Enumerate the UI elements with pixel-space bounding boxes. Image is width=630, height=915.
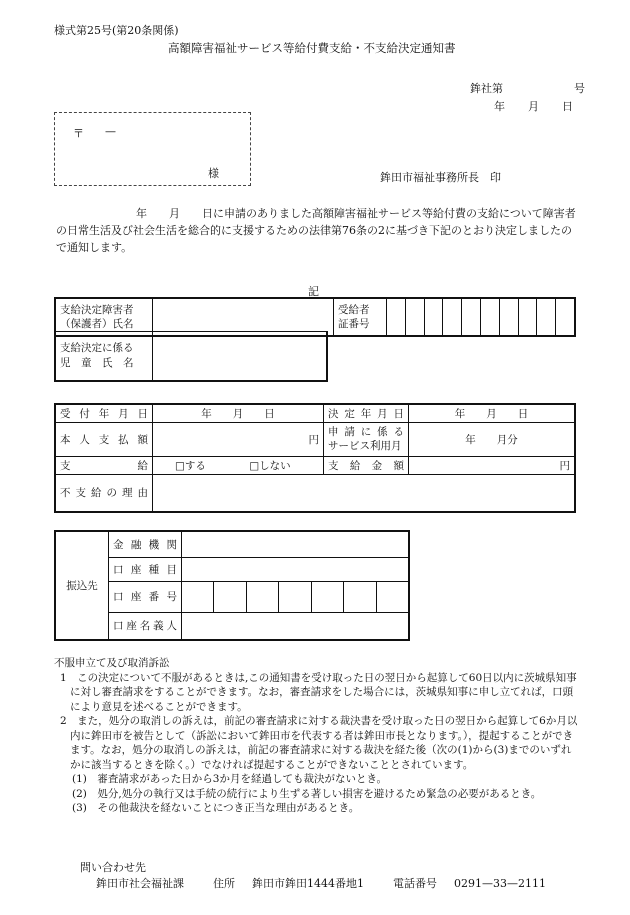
postal-mark: 〒 xyxy=(73,127,84,140)
notes-sub-2: (2) 処分,処分の執行又は手続の続行により生ずる著しい損害を避けるため緊急の必要があるとき。 xyxy=(72,787,542,800)
account-type-field[interactable] xyxy=(182,557,410,581)
child-table xyxy=(54,331,328,382)
account-holder-label: 口座名義人 xyxy=(109,612,182,640)
payment-choice xyxy=(153,456,324,474)
payment-amount-value[interactable]: 円 xyxy=(409,456,576,474)
ref-no-label: 鉾社第 xyxy=(470,82,503,95)
contact-heading: 問い合わせ先 xyxy=(80,861,146,874)
honorific: 様 xyxy=(208,167,219,180)
issue-date-year: 年 xyxy=(494,100,505,113)
notes-sub-3: (3) その他裁決を経ないことにつき正当な理由があるとき。 xyxy=(72,802,360,814)
service-month-label: 申請に係る サービス利用月 xyxy=(324,422,409,456)
child-name-label: 支給決定に係る 児 童 氏 名 xyxy=(55,332,153,381)
receipt-date-label: 受付年月日 xyxy=(55,404,153,422)
non-payment-reason-label: 不支給の理由 xyxy=(55,474,153,512)
notes-paragraph-1: 1 この決定について不服があるときは,この通知書を受け取った日の翌日から起算して60日以内に茨城県知事に対し審査請求をすることができます。なお，審査請求をした場合には，茨城県知事に申し立てれば，口頭により意見を述べることができます。 xyxy=(60,671,577,713)
decision-date-label: 決定年月日 xyxy=(324,404,409,422)
account-type-label: 口座種目 xyxy=(109,557,182,581)
contact-department: 鉾田市社会福祉課 xyxy=(96,877,184,890)
contact-phone: 0291—33—2111 xyxy=(454,877,546,890)
self-pay-label: 本人支払額 xyxy=(55,422,153,456)
bank-label: 金融機関 xyxy=(109,531,182,557)
appeal-notes xyxy=(54,656,578,816)
self-pay-value[interactable]: 円 xyxy=(153,422,324,456)
payment-amount-label: 支給金額 xyxy=(324,456,409,474)
ki-label: 記 xyxy=(308,285,319,298)
address-box xyxy=(54,112,251,186)
issue-date-day: 日 xyxy=(562,100,573,113)
non-payment-reason-field[interactable] xyxy=(153,474,576,512)
decision-table xyxy=(54,403,576,513)
issue-date xyxy=(494,98,573,114)
recipient-no-field[interactable] xyxy=(387,298,576,336)
receipt-date-value[interactable]: 年 月 日 xyxy=(153,404,324,422)
contact-address-label: 住所 xyxy=(213,877,235,890)
contact-phone-label: 電話番号 xyxy=(393,877,437,890)
form-id: 様式第25号(第20条関係) xyxy=(54,24,179,37)
body-text: 年 月 日に申請のありました高額障害福祉サービス等給付費の支給について障害者の日常生活及び社会生活を総合的に支援するための法律第76条の2に基づき下記のとおり決定しましたので通知します。 xyxy=(56,207,576,254)
guardian-name-label: 支給決定障害者 （保護者）氏名 xyxy=(55,298,153,336)
transfer-table xyxy=(54,530,410,641)
contact-address: 鉾田市鉾田1444番地1 xyxy=(252,877,364,890)
reference-number xyxy=(470,80,585,96)
service-month-value[interactable]: 年 月分 xyxy=(409,422,576,456)
document-title: 高額障害福祉サービス等給付費支給・不支給決定通知書 xyxy=(168,41,456,55)
recipient-no-label: 受給者 証番号 xyxy=(334,298,387,336)
notes-sub-1: (1) 審査請求があった日から3か月を経過しても裁決がないとき。 xyxy=(72,773,388,785)
notes-heading: 不服申立て及び取消訴訟 xyxy=(54,657,170,669)
postal-dash: — xyxy=(105,125,116,138)
payment-yes-checkbox[interactable]: □する xyxy=(175,459,206,472)
account-no-label: 口座番号 xyxy=(109,581,182,612)
issuer: 鉾田市福祉事務所長 印 xyxy=(380,171,501,184)
ref-no-suffix: 号 xyxy=(574,82,585,95)
transfer-label: 振込先 xyxy=(55,531,109,640)
payment-no-checkbox[interactable]: □しない xyxy=(249,459,291,472)
account-holder-field[interactable] xyxy=(182,612,410,640)
payment-label: 支給 xyxy=(55,456,153,474)
notes-paragraph-2: 2 また，処分の取消しの訴えは，前記の審査請求に対する裁決書を受け取った日の翌日から起算して6か月以内に鉾田市を被告として（訴訟において鉾田市を代表する者は鉾田市長となります。），提起することができます。なお，処分の取消しの訴えは，前記の審査請求に対する裁決を経た後（次の(1)から(3)までのいずれかに該当するときを除く。）でなければ提起することができないこととされています。 xyxy=(60,715,578,771)
decision-date-value[interactable]: 年 月 日 xyxy=(409,404,576,422)
child-name-field[interactable] xyxy=(153,332,328,381)
account-no-field[interactable] xyxy=(182,581,410,612)
bank-field[interactable] xyxy=(182,531,410,557)
contact-line xyxy=(96,875,546,891)
issue-date-month: 月 xyxy=(528,100,539,113)
